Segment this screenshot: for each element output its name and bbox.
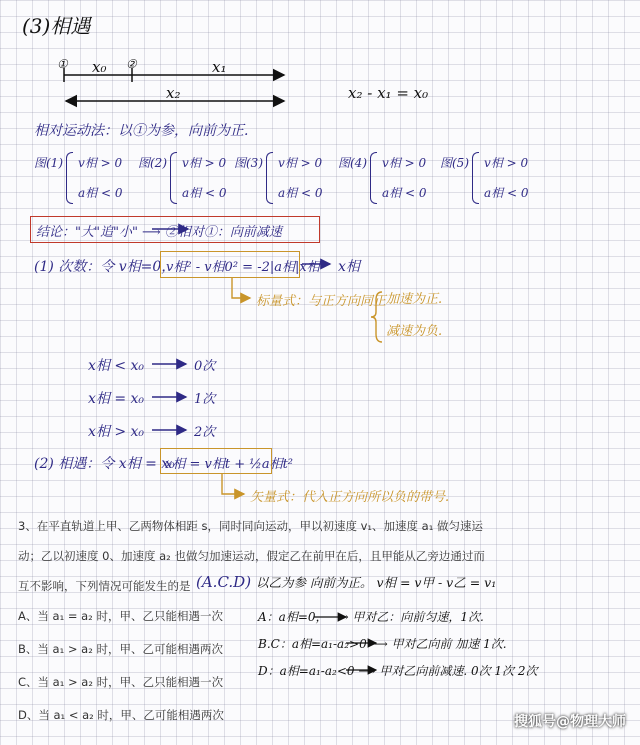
start-label-2: ② — [126, 57, 137, 71]
case-velocity: v相 > 0 — [382, 156, 427, 170]
distance-relation: x₂ - x₁ = x₀ — [348, 84, 429, 102]
solution-bc: B.C：a相=a₁-a₂>0 ⟶ 甲对乙向前 加速 1次. — [258, 637, 507, 651]
case-acceleration: a相 < 0 — [78, 186, 123, 200]
x2-label: x₂ — [166, 84, 181, 102]
case-acceleration: a相 < 0 — [278, 186, 323, 200]
option-c: C、当 a₁ > a₂ 时，甲、乙只能相遇一次 — [18, 675, 224, 689]
problem-line-1: 3、在平直轨道上甲、乙两物体相距 s，同时同向运动，甲以初速度 v₁、加速度 a₁ 做匀速运 — [18, 519, 483, 533]
case-label: 图(1) — [34, 156, 63, 170]
case-velocity: v相 > 0 — [182, 156, 227, 170]
comparison-right: 1次 — [194, 392, 216, 407]
case-label: 图(4) — [338, 156, 367, 170]
comparison-left: x相 > x₀ — [88, 424, 145, 440]
count-heading: (1) 次数：令 v相=0， — [34, 259, 176, 275]
comparison-left: x相 = x₀ — [88, 391, 145, 407]
x0-label: x₀ — [92, 58, 107, 76]
count-note: 标量式：与正方向同正 — [256, 294, 387, 309]
option-b: B、当 a₁ > a₂ 时，甲、乙可能相遇两次 — [18, 642, 223, 656]
meet-heading: (2) 相遇：令 x相 = x₀ — [34, 456, 175, 472]
count-note-arrow — [232, 278, 250, 298]
option-a: A、当 a₁ = a₂ 时，甲、乙只能相遇一次 — [18, 609, 223, 623]
count-note-decel: 减速为负. — [386, 324, 443, 339]
problem-line-2: 动；乙以初速度 0、加速度 a₂ 也做匀加速运动，假定乙在前甲在后，且甲能从乙旁边通过而 — [18, 549, 485, 563]
count-formula: v相² - v相0² = -2|a相|x相 — [166, 260, 320, 275]
case-acceleration: a相 < 0 — [382, 186, 427, 200]
solution-a: A：a相=0， ⟶ 甲对乙：向前匀速，1次. — [258, 610, 484, 624]
solution-head: 以乙为参 向前为正。 v相 = v甲 - v乙 = v₁ — [256, 575, 497, 590]
case-velocity: v相 > 0 — [78, 156, 123, 170]
start-label-1: ① — [57, 57, 68, 71]
case-velocity: v相 > 0 — [278, 156, 323, 170]
case-label: 图(5) — [440, 156, 469, 170]
relative-method-text: 相对运动法：以①为参，向前为正. — [34, 123, 249, 139]
comparison-right: 0次 — [194, 359, 216, 374]
case-label: 图(3) — [234, 156, 263, 170]
case-brace — [66, 152, 73, 204]
problem-answer: (A.C.D) — [196, 573, 252, 591]
case-label: 图(2) — [138, 156, 167, 170]
case-acceleration: a相 < 0 — [182, 186, 227, 200]
meet-note-arrow — [222, 474, 244, 494]
conclusion-text: 结论："大"追"小" ⟶ ②相对①：向前减速 — [36, 225, 282, 240]
watermark: 搜狐号@物理大师 — [514, 714, 626, 730]
count-result: x相 — [338, 259, 360, 275]
problem-line-3: 互不影响，下列情况可能发生的是 — [18, 579, 191, 593]
case-brace — [370, 152, 377, 204]
case-velocity: v相 > 0 — [484, 156, 529, 170]
case-acceleration: a相 < 0 — [484, 186, 529, 200]
comparison-right: 2次 — [194, 425, 216, 440]
option-d: D、当 a₁ < a₂ 时，甲、乙可能相遇两次 — [18, 708, 224, 722]
section-title: (3)相遇 — [22, 14, 91, 38]
count-note-accel: 加速为正. — [386, 292, 443, 307]
case-brace — [472, 152, 479, 204]
x1-label: x₁ — [212, 58, 227, 76]
meet-formula: x相 = v相t + ½a相t² — [165, 457, 294, 472]
case-brace — [170, 152, 177, 204]
case-brace — [266, 152, 273, 204]
comparison-left: x相 < x₀ — [88, 358, 145, 374]
solution-d: D：a相=a₁-a₂<0 ⟶ 甲对乙向前减速. 0次 1次 2次 — [258, 664, 538, 678]
meet-note: 矢量式：代入正方向所以负的带号. — [250, 490, 450, 505]
